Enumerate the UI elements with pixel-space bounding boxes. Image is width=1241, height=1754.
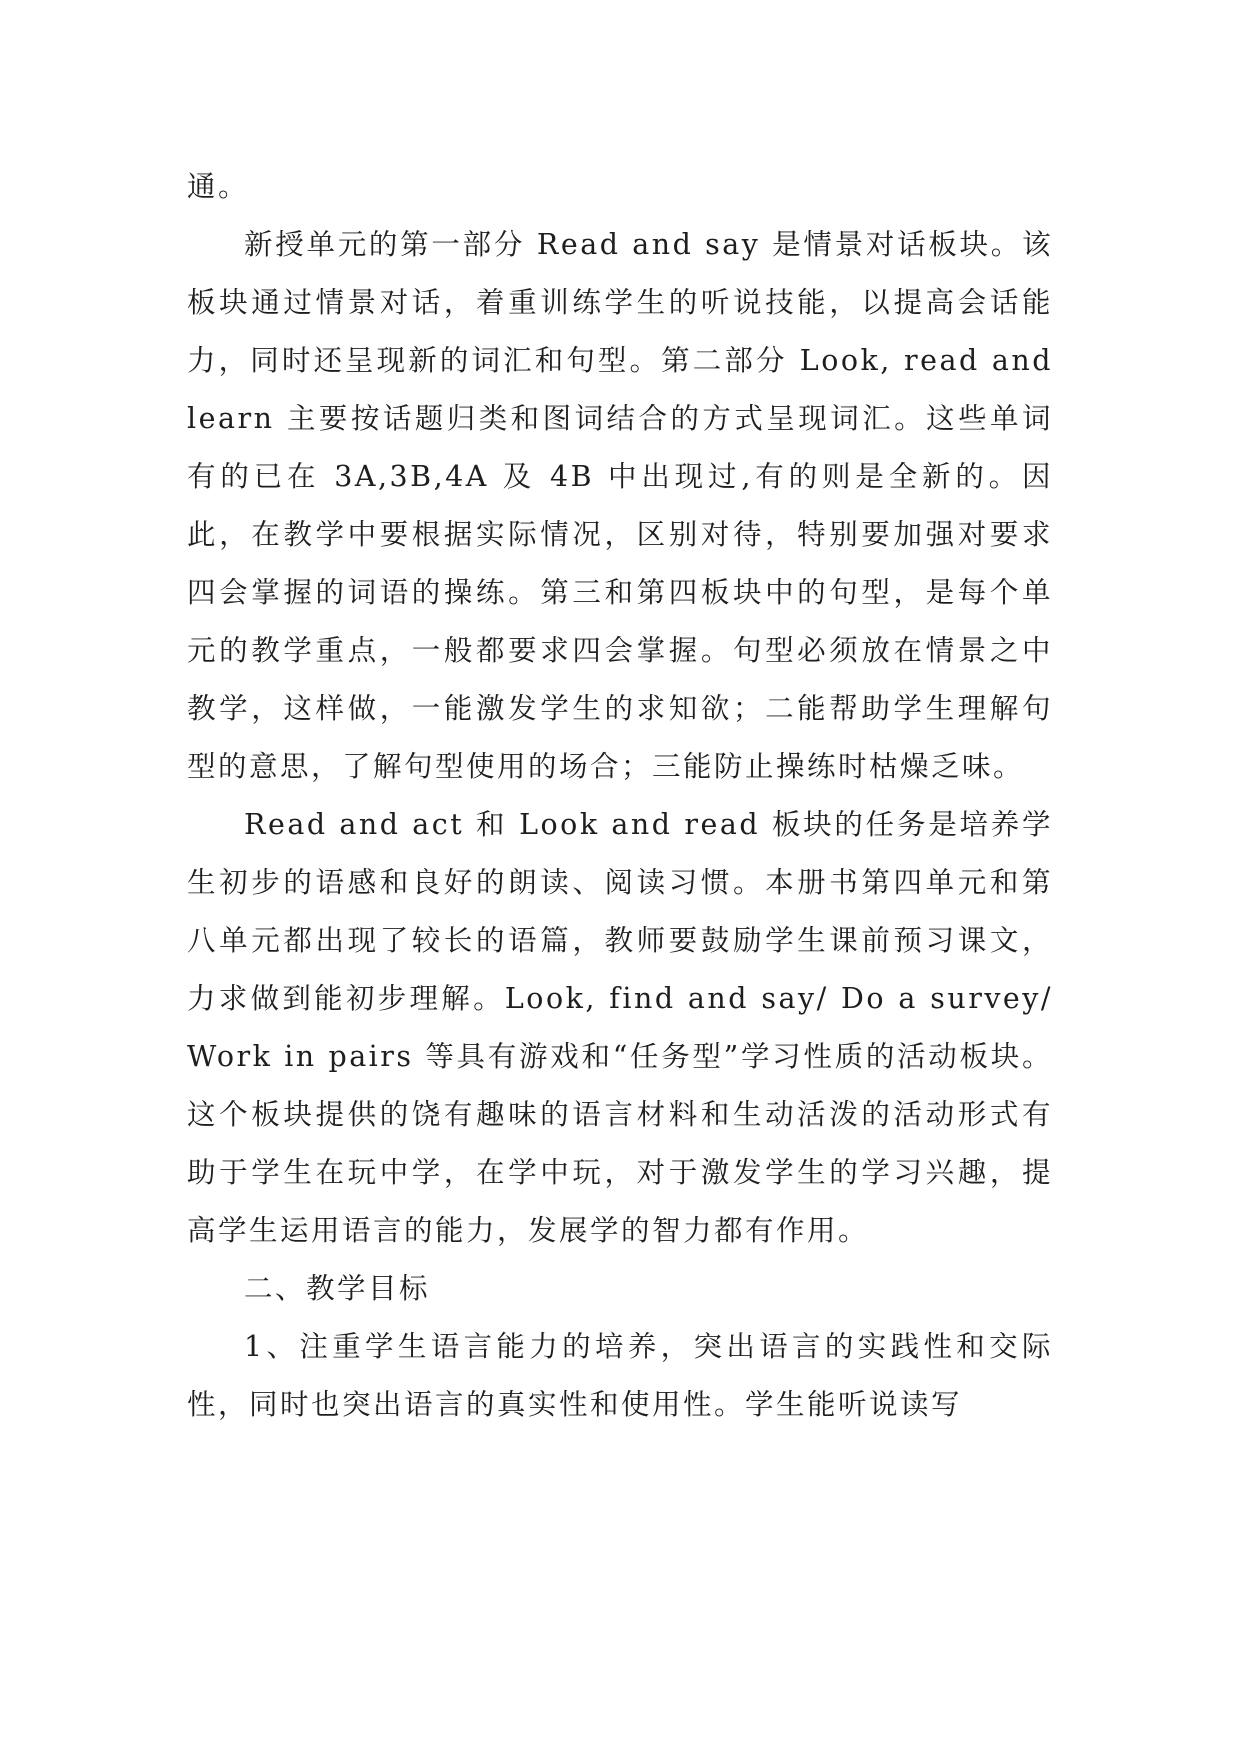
paragraph-goal-1: 1、注重学生语言能力的培养，突出语言的实践性和交际性，同时也突出语言的真实性和使用性。学生能听说读写 bbox=[187, 1330, 1053, 1421]
paragraph-continuation: 通。 bbox=[187, 170, 250, 203]
document-body bbox=[187, 158, 1053, 1434]
paragraph-read-and-act: Read and act 和 Look and read 板块的任务是培养学生初步的语感和良好的朗读、阅读习惯。本册书第四单元和第八单元都出现了较长的语篇，教师要鼓励学生课前预习课文，力求做到能初步理解。Look, find and say/ Do a survey/ Work in pairs 等具有游戏和“任务型”学习性质的活动板块。这个板块提供的饶有趣味的语言材料和生动活泼的活动形式有助于学生在玩中学，在学中玩，对于激发学生的学习兴趣，提高学生运用语言的能力，发展学的智力都有作用。 bbox=[187, 808, 1053, 1247]
section-heading-teaching-goals: 二、教学目标 bbox=[244, 1272, 431, 1305]
paragraph-read-and-say: 新授单元的第一部分 Read and say 是情景对话板块。该板块通过情景对话，着重训练学生的听说技能，以提高会话能力，同时还呈现新的词汇和句型。第二部分 Look, read and learn 主要按话题归类和图词结合的方式呈现词汇。这些单词有的已在 3A,3B,4A 及 4B 中出现过,有的则是全新的。因此，在教学中要根据实际情况，区别对待，特别要加强对要求四会掌握的词语的操练。第三和第四板块中的句型，是每个单元的教学重点，一般都要求四会掌握。句型必须放在情景之中教学，这样做，一能激发学生的求知欲；二能帮助学生理解句型的意思，了解句型使用的场合；三能防止操练时枯燥乏味。 bbox=[187, 228, 1053, 783]
